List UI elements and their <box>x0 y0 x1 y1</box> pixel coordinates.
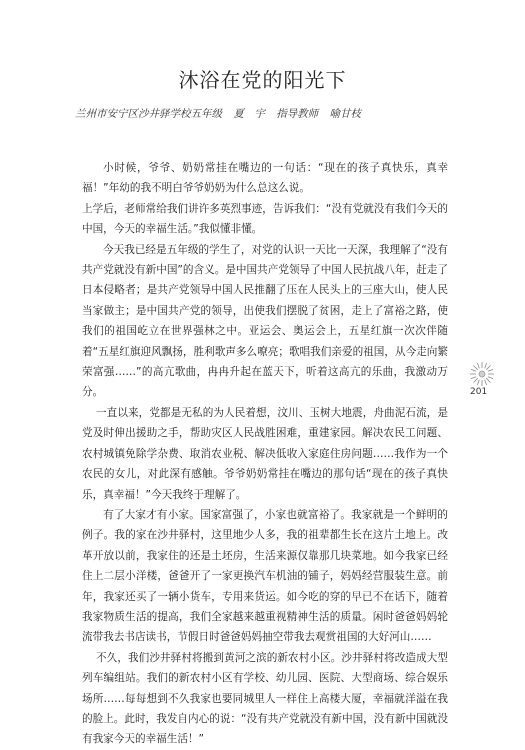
paragraph: 上学后，老师常给我们讲许多英烈事迹，告诉我们：“没有党就没有我们今天的中国，今天的幸福生活。”我似懂非懂。 <box>82 202 448 236</box>
byline-school: 兰州市安宁区沙井驿学校五年级 <box>75 108 222 120</box>
article-byline <box>75 106 475 121</box>
sunburst-icon <box>468 360 496 388</box>
article-title: 沐浴在党的阳光下 <box>178 68 347 92</box>
page-number: 201 <box>470 387 488 397</box>
byline-author: 夏 宇 <box>233 108 265 120</box>
paragraph: 今天我已经是五年级的学生了，对党的认识一天比一天深，我理解了“没有共产党就没有新中国”的含义。是中国共产党领导了中国人民抗战八年，赶走了日本侵略者；是共产党领导中国人民推翻了压在人民头上的三座大山，使人民当家做主；是中国共产党的领导，出使我们摆脱了贫困，走上了富裕之路，使我们的祖国屹立在世界强林之中。亚运会、奥运会上，五星红旗一次次伴随着“五星红旗迎风飘扬，胜利歌声多么嘹亮；歌唱我们亲爱的祖国，从今走向繁荣富强……”的高亢歌曲，冉冉升起在蓝天下，听着这高亢的乐曲，我激动万分。 <box>82 243 448 399</box>
article-body <box>82 158 448 750</box>
paragraph: 小时候，爷爷、奶奶常挂在嘴边的一句话：“现在的孩子真快乐，真幸福！”年幼的我不明白爷爷奶奶为什么总这么说。 <box>82 162 448 195</box>
paragraph: 有了大家才有小家。国家富强了，小家也就富裕了。我家就是一个鲜明的例子。我的家在沙井驿村，这里地少人多，我的祖辈都生长在这片土地上。改革开放以前，我家住的还是土坯房，生活来源仅靠那几块菜地。如今我家已经住上二层小洋楼，爸爸开了一家更换汽车机油的铺子，妈妈经营服装生意。前年，我家还买了一辆小货车，专用来货运。如今吃的穿的早已不在话下，随着我家物质生活的提高，我们全家越来越重视精神生活的质量。闲时爸爸妈妈轮流带我去书店读书，节假日时爸爸妈妈抽空带我去观赏祖国的大好河山…… <box>82 508 448 644</box>
byline-teacher-label: 指导教师 <box>276 108 319 120</box>
paragraph: 不久，我们沙井驿村将搬到黄河之滨的新农村小区。沙井驿村将改造成大型列车编组站。我们的新农村小区有学校、幼儿园、医院、大型商场、综合娱乐场所……每每想到不久我家也要同城里人一样住上高楼大厦，幸福就洋溢在我的脸上。此时，我发自内心的说：“没有共产党就没有新中国，没有新中国就没有我家今天的幸福生活！” <box>82 651 448 746</box>
paragraph: 一直以来，党都是无私的为人民着想，汶川、玉树大地震，舟曲泥石流，是党及时伸出援助之手，帮助灾区人民战胜困难，重建家园。解决农民工问题、农村城镇免除学杂费、取消农业税、解决低收入家庭住房问题……我作为一个农民的女儿，对此深有感触。爷爷奶奶常挂在嘴边的那句话“现在的孩子真快乐，真幸福！”今天我终于理解了。 <box>82 406 448 501</box>
byline-teacher: 喻甘枝 <box>329 108 362 120</box>
